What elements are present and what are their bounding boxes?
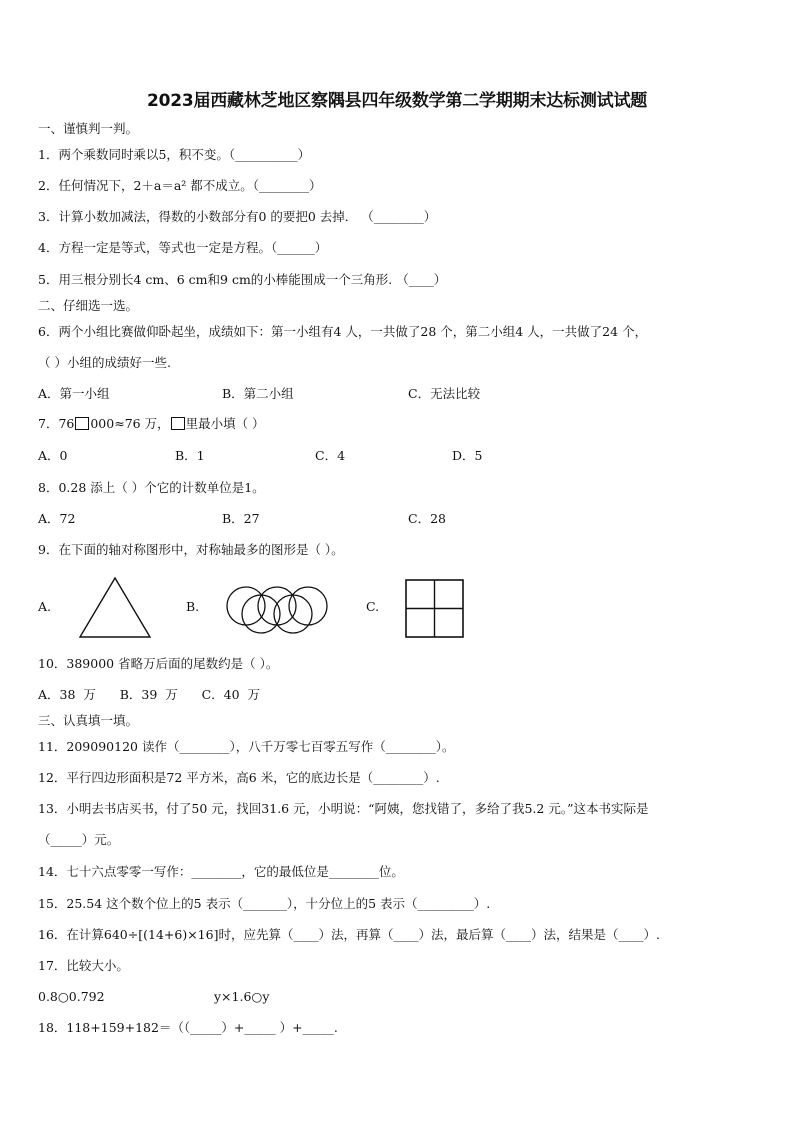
- question-9: 9．在下面的轴对称图形中，对称轴最多的图形是（ ）。: [38, 542, 344, 557]
- question-7-part-1: 7．76: [38, 416, 75, 431]
- question-8-option-c: C．28: [408, 511, 446, 526]
- question-18: 18．118+159+182＝（（_____）+_____ ）+_____.: [38, 1020, 338, 1035]
- question-7: [38, 416, 265, 432]
- olympic-rings-figure: [225, 586, 330, 634]
- question-2: 2．任何情况下，2＋a＝a² 都不成立。（________）: [38, 178, 322, 193]
- question-14: 14．七十六点零零一写作：________，它的最低位是________位。: [38, 864, 404, 879]
- question-7-option-c: C．4: [315, 448, 346, 463]
- question-16: 16．在计算640÷[(14+6)×16]时，应先算（____）法，再算（____）法，最后算（____）法，结果是（____）.: [38, 927, 660, 942]
- question-12: 12．平行四边形面积是72 平方米，高6 米，它的底边长是（________）.: [38, 770, 440, 785]
- section-heading-2: 二、仔细选一选。: [38, 298, 139, 313]
- page-title: 2023届西藏林芝地区察隅县四年级数学第二学期期末达标测试试题: [146, 91, 648, 111]
- question-7-part-2: 000≈76 万，: [90, 416, 170, 431]
- question-8-option-a: A．72: [38, 511, 76, 526]
- question-8-option-b: B．27: [222, 511, 260, 526]
- figure-label-a: A.: [38, 599, 52, 614]
- figure-label-c: C.: [366, 599, 380, 614]
- question-8: 8．0.28 添上（ ）个它的计数单位是1。: [38, 480, 265, 495]
- question-7-option-b: B．1: [175, 448, 205, 463]
- question-6-line-2: （ ）小组的成绩好一些.: [38, 355, 171, 370]
- question-17-compare-a: 0.8○0.792: [38, 989, 105, 1004]
- question-11: 11．209090120 读作（________），八千万零七百零五写作（________）。: [38, 739, 455, 754]
- figure-label-b: B.: [186, 599, 200, 614]
- question-4: 4．方程一定是等式，等式也一定是方程。（______）: [38, 240, 328, 255]
- question-7-option-a: A．0: [38, 448, 68, 463]
- question-1: 1．两个乘数同时乘以5，积不变。（__________）: [38, 147, 311, 162]
- question-6-line-1: 6．两个小组比赛做仰卧起坐，成绩如下：第一小组有4 人，一共做了28 个，第二小组4 人，一共做了24 个，: [38, 324, 648, 339]
- triangle-figure: [78, 576, 152, 640]
- question-7-option-d: D．5: [452, 448, 483, 463]
- blank-box: [75, 417, 89, 430]
- question-10: 10．389000 省略万后面的尾数约是（ ）。: [38, 656, 279, 671]
- question-17-compare-b: y×1.6○y: [214, 989, 270, 1004]
- square-grid-figure: [405, 579, 465, 639]
- question-7-part-3: 里最小填（ ）: [185, 416, 265, 431]
- section-heading-3: 三、认真填一填。: [38, 713, 139, 728]
- question-6-option-a: A．第一小组: [38, 386, 110, 401]
- question-5: 5．用三根分别长4 cm、6 cm和9 cm的小棒能围成一个三角形. （____）: [38, 272, 447, 287]
- question-13-line-1: 13．小明去书店买书，付了50 元，找回31.6 元，小明说：“阿姨，您找错了，多给了我5.2 元。”这本书实际是: [38, 801, 649, 816]
- question-13-line-2: （_____）元。: [38, 832, 120, 847]
- question-6-option-c: C．无法比较: [408, 386, 481, 401]
- blank-box: [171, 417, 185, 430]
- question-10-options: A．38 万 B．39 万 C．40 万: [38, 687, 261, 702]
- question-15: 15．25.54 这个数个位上的5 表示（_______），十分位上的5 表示（_________）.: [38, 896, 491, 911]
- question-17: 17．比较大小。: [38, 958, 129, 973]
- question-3: 3．计算小数加减法，得数的小数部分有0 的要把0 去掉． （________）: [38, 209, 437, 224]
- question-6-option-b: B．第二小组: [222, 386, 294, 401]
- section-heading-1: 一、谨慎判一判。: [38, 121, 139, 136]
